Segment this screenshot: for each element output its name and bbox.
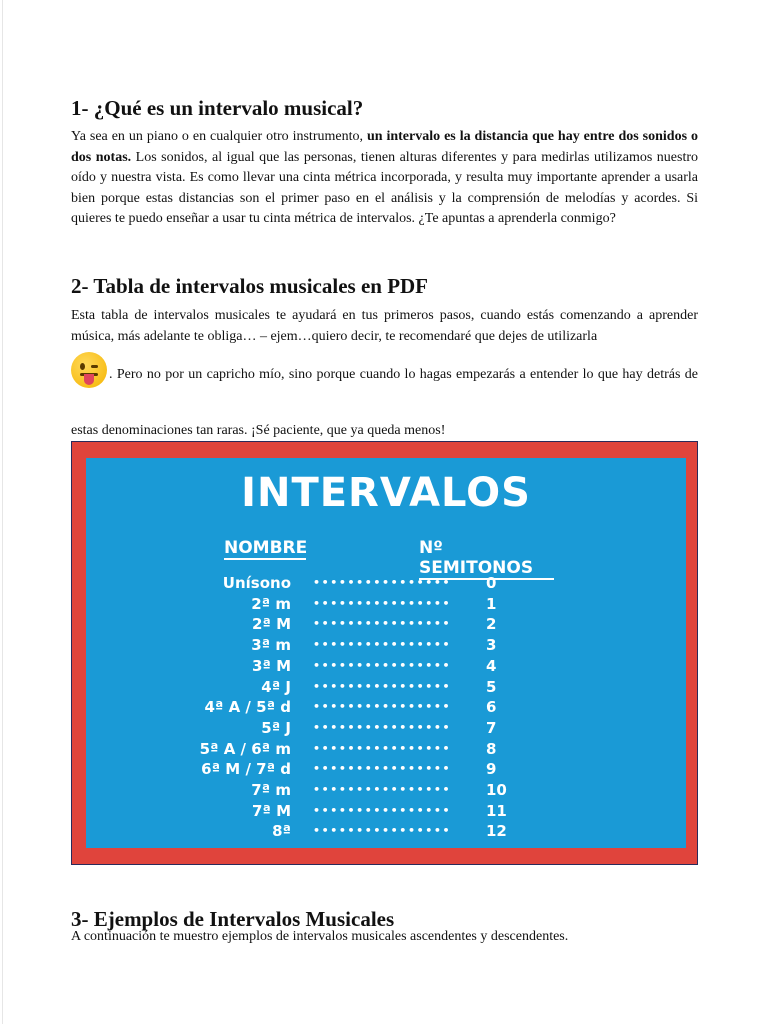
interval-name: 8ª xyxy=(272,822,291,841)
interval-semitones: 10 xyxy=(486,781,507,799)
section3-heading: 3- Ejemplos de Intervalos Musicales xyxy=(71,907,395,931)
interval-name: 5ª A / 6ª m xyxy=(199,739,291,758)
interval-semitones: 3 xyxy=(486,636,497,655)
interval-row xyxy=(86,801,686,821)
interval-row xyxy=(86,635,686,655)
dotted-leader: •••••••••••••••• xyxy=(313,576,452,589)
emoji-line xyxy=(71,347,698,438)
section2-heading: 2- Tabla de intervalos musicales en PDF xyxy=(71,274,429,298)
tongue-out-face-icon xyxy=(71,352,107,388)
interval-semitones: 9 xyxy=(486,760,497,779)
interval-row xyxy=(86,697,686,717)
intervals-table-title: INTERVALOS xyxy=(241,470,531,516)
interval-semitones: 12 xyxy=(486,822,507,841)
interval-name: 2ª m xyxy=(251,594,291,613)
section3-paragraph: A continuación te muestro ejemplos de intervalos musicales ascendentes y descendentes. xyxy=(71,929,569,944)
section2-paragraph xyxy=(71,306,698,438)
interval-row xyxy=(86,759,686,779)
dotted-leader: •••••••••••••••• xyxy=(313,638,452,652)
interval-semitones: 11 xyxy=(486,801,507,820)
interval-semitones: 0 xyxy=(486,574,497,592)
interval-row xyxy=(86,821,686,841)
interval-name: 6ª M / 7ª d xyxy=(201,760,291,779)
intervals-table-panel xyxy=(86,458,686,848)
dotted-leader: •••••••••••••••• xyxy=(313,741,452,755)
interval-name: 4ª A / 5ª d xyxy=(204,698,291,717)
interval-row xyxy=(86,739,686,759)
dotted-leader: •••••••••••••••• xyxy=(313,700,452,714)
section1-paragraph xyxy=(71,127,698,230)
dotted-leader: •••••••••••••••• xyxy=(313,658,452,672)
dotted-leader: •••••••••••••••• xyxy=(313,783,452,796)
interval-semitones: 6 xyxy=(486,698,497,717)
interval-row xyxy=(86,614,686,634)
interval-row xyxy=(86,718,686,738)
interval-semitones: 2 xyxy=(486,615,497,634)
section1-bold-definition: un intervalo es la distancia que hay entre dos sonidos o dos notas. xyxy=(71,129,698,165)
column-header-name: NOMBRE xyxy=(224,538,308,558)
intervals-table-image xyxy=(71,441,698,865)
interval-name: 7ª M xyxy=(251,801,291,820)
interval-semitones: 4 xyxy=(486,656,497,675)
interval-name: 7ª m xyxy=(251,781,291,799)
dotted-leader: •••••••••••••••• xyxy=(313,762,452,776)
dotted-leader: •••••••••••••••• xyxy=(313,596,452,610)
interval-row xyxy=(86,594,686,614)
dotted-leader: •••••••••••••••• xyxy=(313,679,452,693)
dotted-leader: •••••••••••••••• xyxy=(313,720,452,734)
interval-name: 4ª J xyxy=(261,677,291,696)
interval-name: Unísono xyxy=(222,574,291,592)
interval-name: 5ª J xyxy=(261,718,291,737)
section2-text-end: . Pero no por un capricho mío, sino porque cuando lo hagas empezarás a entender lo que hay detrás de estas denominaciones tan raras. ¡Sé paciente, que ya queda menos! xyxy=(71,367,698,438)
interval-semitones: 7 xyxy=(486,718,497,737)
section1-text-end: Los sonidos, al igual que las personas, tienen alturas diferentes y para medirlas utilizamos nuestro oído y nuestra vista. Es como llevar una cinta métrica incorporada, y resulta muy importante aprender a usarla bien porque estas distancias son el primer paso en el análisis y la comprensión de melodías y acordes. Si quieres te puedo enseñar a usar tu cinta métrica de intervalos. ¿Te apuntas a aprenderla conmigo? xyxy=(71,149,699,226)
interval-row xyxy=(86,677,686,697)
interval-semitones: 5 xyxy=(486,677,497,696)
column-header-semitones: Nº SEMITONOS xyxy=(419,538,554,580)
interval-row xyxy=(86,573,686,593)
interval-name: 3ª M xyxy=(251,656,291,675)
section2-text-start: Esta tabla de intervalos musicales te ayudará en tus primeros pasos, cuando estás comenzando a aprender música, más adelante te obliga… – ejem…quiero decir, te recomendaré que dejes de utilizarla xyxy=(71,308,698,344)
interval-row xyxy=(86,780,686,800)
interval-semitones: 8 xyxy=(486,739,497,758)
dotted-leader: •••••••••••••••• xyxy=(313,824,452,838)
section1-heading: 1- ¿Qué es un intervalo musical? xyxy=(71,96,364,120)
section1-text-start: Ya sea en un piano o en cualquier otro instrumento, xyxy=(71,129,367,144)
dotted-leader: •••••••••••••••• xyxy=(313,617,452,631)
interval-name: 3ª m xyxy=(251,636,291,655)
page-edge xyxy=(2,0,3,1024)
dotted-leader: •••••••••••••••• xyxy=(313,803,452,817)
interval-semitones: 1 xyxy=(486,594,497,613)
interval-row xyxy=(86,656,686,676)
interval-name: 2ª M xyxy=(251,615,291,634)
